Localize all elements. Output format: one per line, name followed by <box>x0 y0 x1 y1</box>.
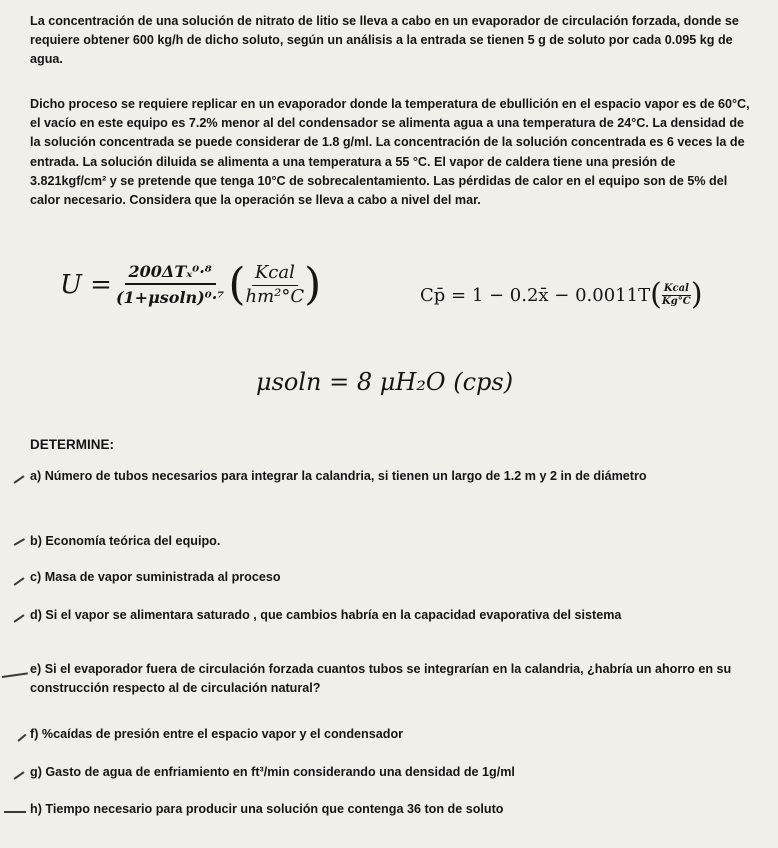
viscosity-formula: μsoln = 8 μH₂O (cps) <box>256 368 514 396</box>
open-paren: ( <box>650 277 662 312</box>
heat-transfer-coefficient-formula <box>60 258 322 310</box>
question-d: d) Si el vapor se alimentara saturado , que cambios habría en la capacidad evaporativa del sistema <box>30 608 622 622</box>
u-denominator: (1+μsoln)⁰·⁷ <box>115 288 225 307</box>
question-e: e) Si el evaporador fuera de circulación forzada cuantos tubos se integrarían en la calandria, ¿habría un ahorro en su construcción respecto al de circulación natural? <box>30 662 732 695</box>
u-lhs: U = <box>60 269 112 300</box>
question-g: g) Gasto de agua de enfriamiento en ft³/min considerando una densidad de 1g/ml <box>30 765 515 779</box>
u-fraction <box>116 262 224 307</box>
open-paren: ( <box>228 258 246 310</box>
u-numerator: 200ΔTₓ⁰·⁸ <box>125 262 216 285</box>
heat-capacity-formula <box>420 277 703 312</box>
question-a: a) Número de tubos necesarios para integrar la calandria, si tienen un largo de 1.2 m y 2 in de diámetro <box>30 469 647 483</box>
pen-tick-mark <box>14 475 25 483</box>
u-units <box>246 262 305 307</box>
pen-tick-mark <box>14 614 25 622</box>
formula-row <box>52 258 752 342</box>
pen-tick-mark <box>2 672 28 677</box>
pen-tick-mark <box>14 577 25 585</box>
close-paren: ) <box>690 277 703 312</box>
problem-paragraph-2: Dicho proceso se requiere replicar en un evaporador donde la temperatura de ebullición en el espacio vapor es de 60°C, el vacío en este equipo es 7.2% menor al del condensador se alimenta agua a una temperatura de 24°C. La densidad de la solución concentrada se puede considerar de 1.8 g/ml. La concentración de la solución concentrada es 6 veces la de entrada. La solución diluida se alimenta a una temperatura a 55 °C. El vapor de caldera tiene una presión de 3.821kgf/cm² y se pretende que tenga 10°C de sobrecalentamiento. Las pérdidas de calor en el equipo son de 5% del calor necesario. Considera que la operación se lleva a cabo a nivel del mar. <box>30 97 750 208</box>
question-h: h) Tiempo necesario para producir una solución que contenga 36 ton de soluto <box>30 802 504 816</box>
pen-tick-mark <box>14 771 25 779</box>
cp-expression: Cp̄ = 1 − 0.2x̄ − 0.0011T <box>420 284 651 306</box>
question-c: c) Masa de vapor suministrada al proceso <box>30 570 281 584</box>
close-paren: ) <box>304 258 322 310</box>
pen-tick-mark <box>18 734 27 742</box>
u-units-den: hm²°C <box>245 286 305 307</box>
question-f: f) %caídas de presión entre el espacio vapor y el condensador <box>30 727 404 741</box>
u-units-num: Kcal <box>252 262 298 286</box>
cp-units <box>662 283 691 307</box>
cp-units-num: Kcal <box>663 283 689 294</box>
pen-tick-mark <box>4 811 26 813</box>
problem-paragraph-1: La concentración de una solución de nitrato de litio se lleva a cabo en un evaporador de circulación forzada, donde se requiere obtener 600 kg/h de dicho soluto, según un análisis a la entrada se tienen 5 g de soluto por cada 0.095 kg de agua. <box>30 14 739 67</box>
question-b: b) Economía teórica del equipo. <box>30 534 221 548</box>
determine-heading: DETERMINE: <box>30 437 114 452</box>
cp-units-den: Kg°C <box>662 296 691 307</box>
pen-tick-mark <box>14 538 25 545</box>
